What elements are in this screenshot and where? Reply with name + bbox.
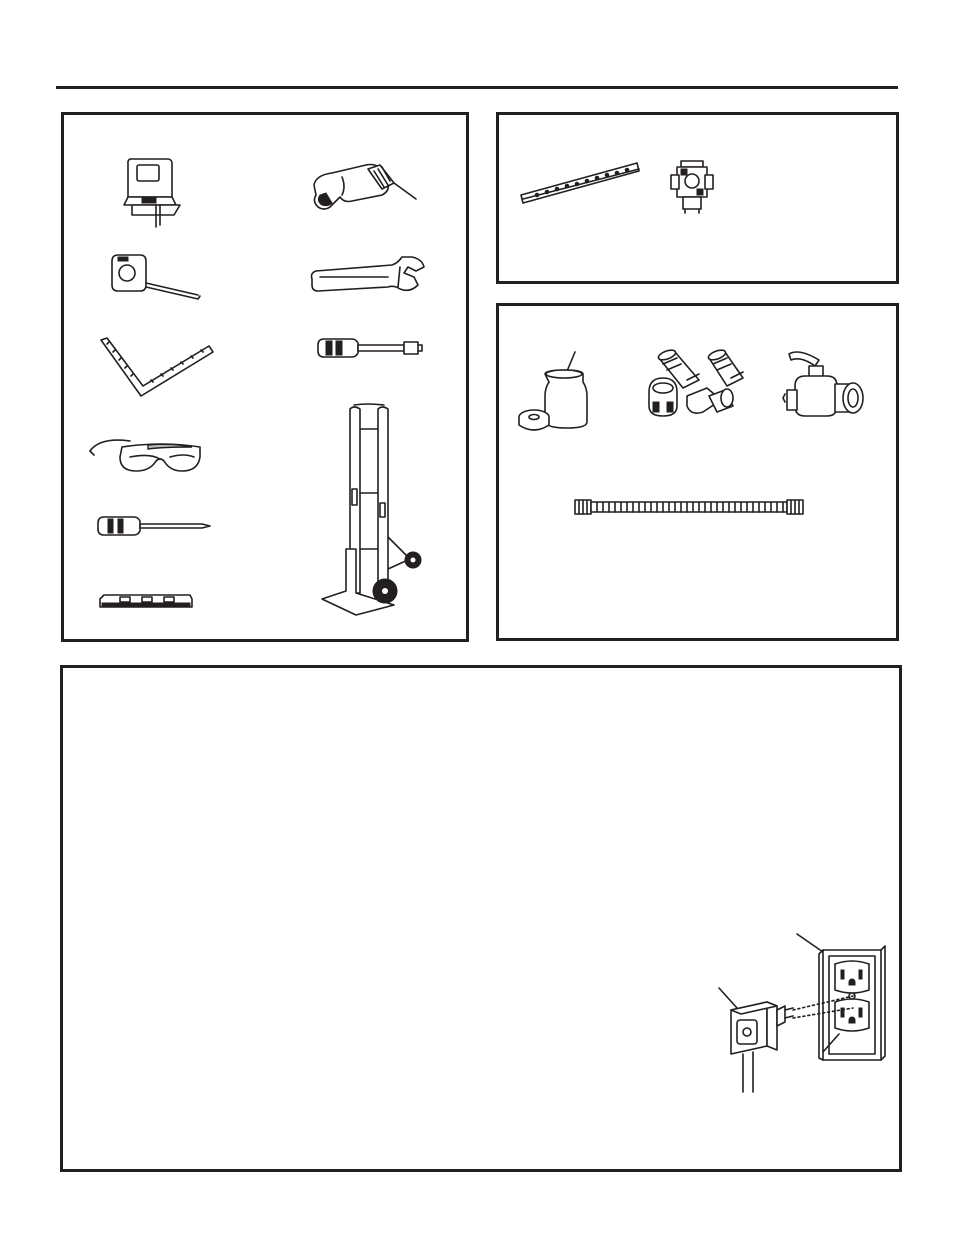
adjustable-wrench-icon: [308, 257, 428, 297]
parts-supplied-panel: [496, 112, 899, 284]
flat-blade-screwdriver-icon: [96, 515, 216, 539]
hand-truck-icon: [318, 405, 428, 615]
tools-needed-panel: [61, 112, 469, 642]
carpenters-square-icon: [97, 332, 217, 402]
saber-saw-icon: [122, 153, 192, 233]
electrical-requirements-panel: [60, 665, 902, 1172]
shutoff-valve-icon: [781, 350, 869, 426]
header-rule: [56, 86, 898, 89]
safety-glasses-icon: [88, 431, 208, 481]
pipe-joint-compound-icon: [517, 350, 589, 432]
electric-drill-icon: [312, 157, 422, 219]
gas-materials-panel: [496, 303, 899, 641]
pressure-regulator-icon: [667, 153, 719, 215]
level-icon: [98, 593, 194, 611]
nut-driver-icon: [316, 337, 426, 361]
power-cord-adapter-icon: [717, 980, 857, 1092]
anti-tip-bracket-icon: [519, 159, 641, 205]
flexible-connector-icon: [573, 496, 805, 518]
pipe-fittings-icon: [639, 350, 759, 428]
tape-measure-icon: [108, 253, 208, 305]
